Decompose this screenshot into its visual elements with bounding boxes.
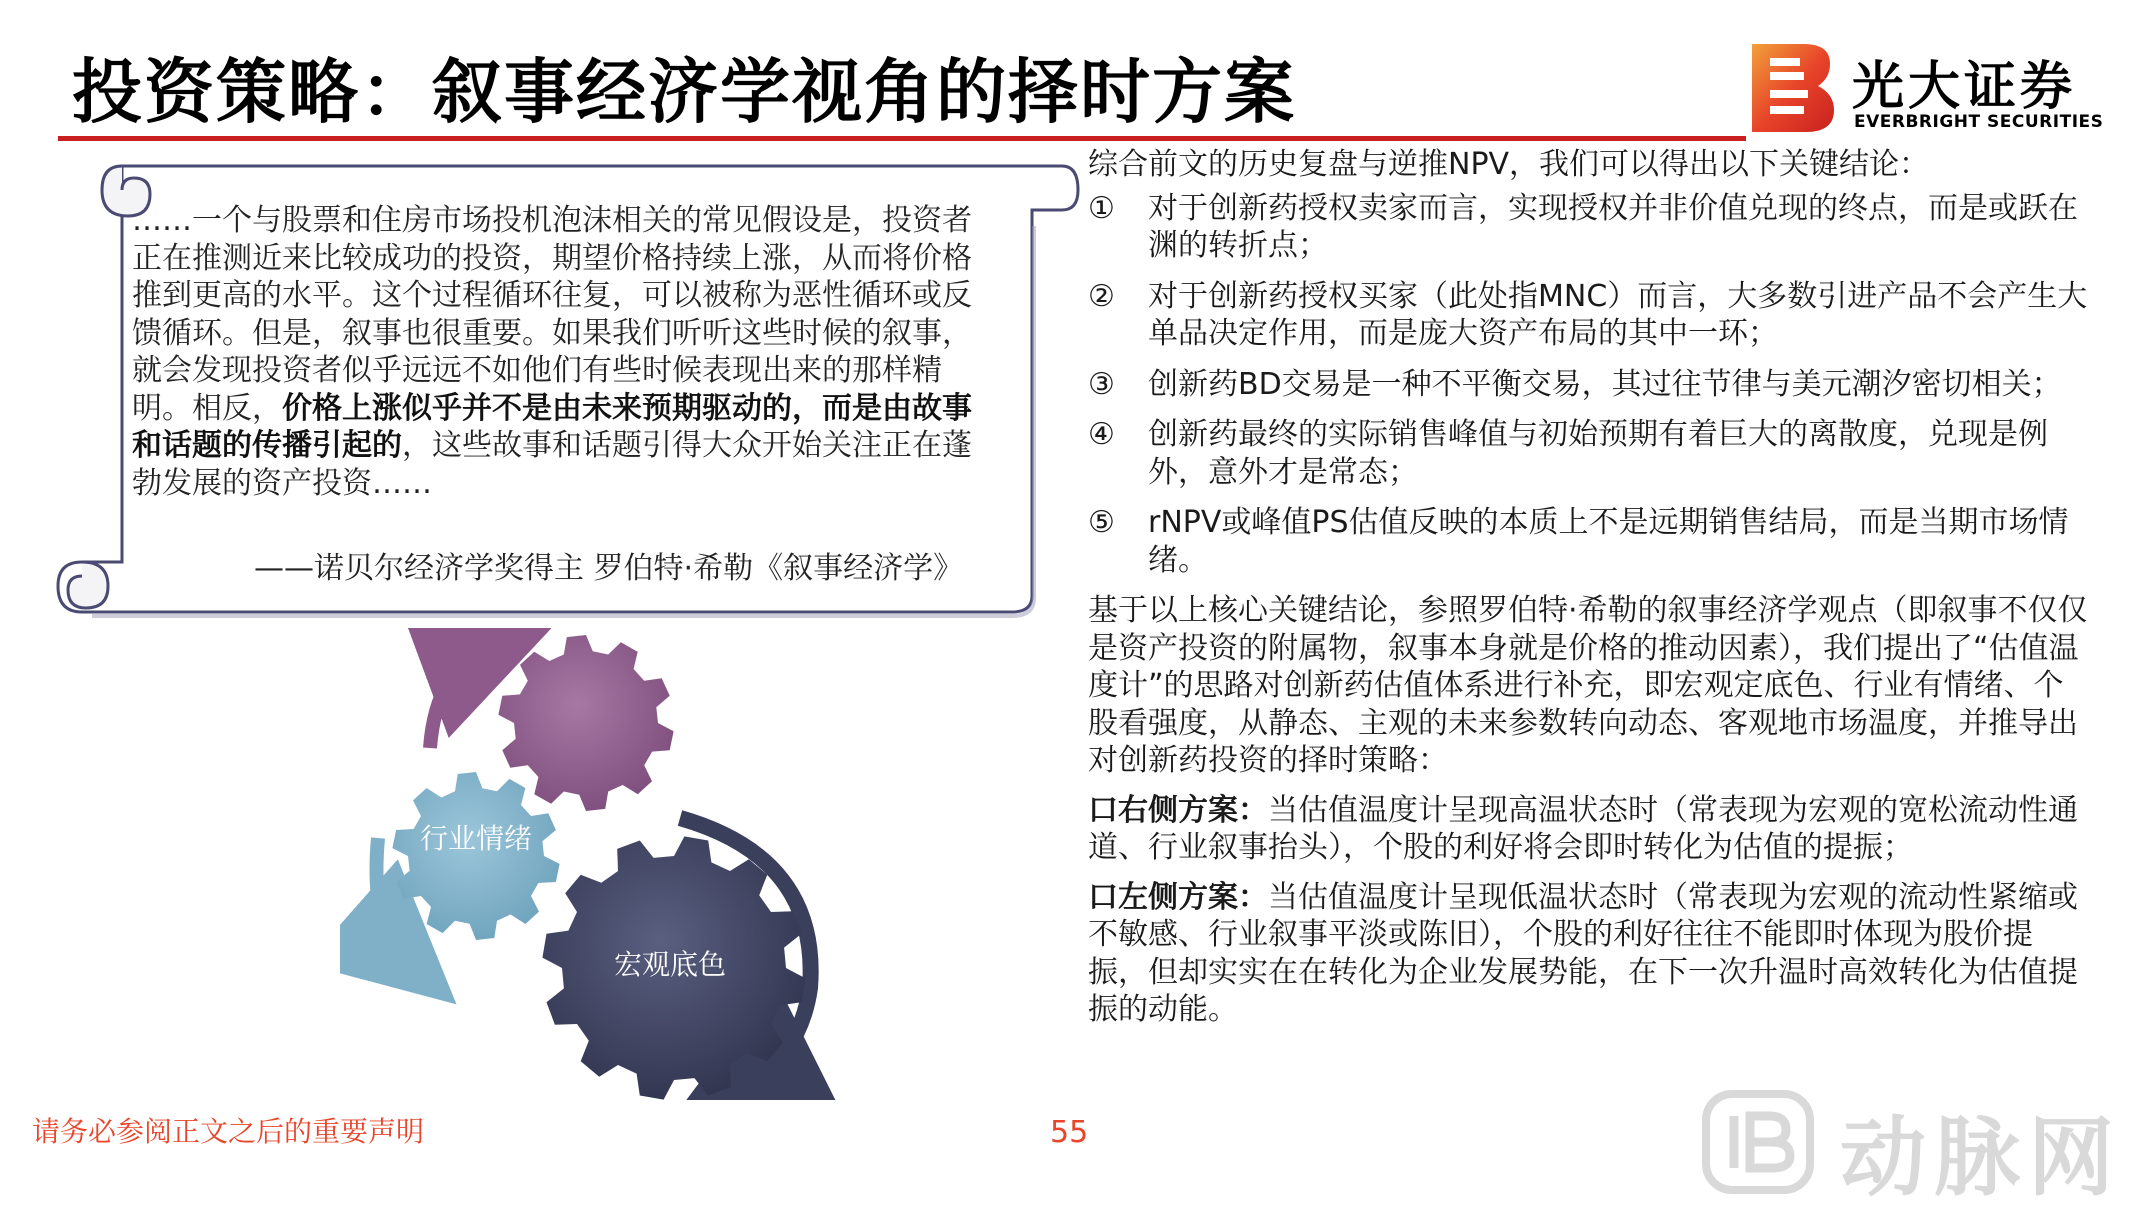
conclusion-item: ① 对于创新药授权卖家而言，实现授权并非价值兑现的终点，而是或跃在渊的转折点；	[1088, 190, 2078, 263]
brand-logo	[1748, 40, 2128, 140]
watermark-text: 动脉网	[1840, 1108, 2122, 1208]
conclusions-panel	[1088, 146, 2088, 1041]
conclusion-item: ③ 创新药BD交易是一种不平衡交易，其过往节律与美元潮汐密切相关；	[1088, 366, 2062, 402]
logo-chinese-name: 光大证券	[1852, 57, 2077, 117]
conclusion-item: ② 对于创新药授权买家（此处指MNC）而言，大多数引进产品不会产生大单品决定作用，而是庞大资产布局的其中一环；	[1088, 278, 2088, 351]
right-side-plan: 口右侧方案：当估值温度计呈现高温状态时（常表现为宏观的宽松流动性通道、行业叙事抬头），个股的利好将会即时转化为估值的提振；	[1088, 792, 2078, 865]
watermark	[1700, 1088, 2130, 1208]
conclusion-item: ⑤ rNPV或峰值PS估值反映的本质上不是远期销售结局，而是当期市场情绪。	[1088, 505, 2069, 578]
gear-label-stock-strength: 个股强度	[200, 676, 313, 709]
conclusions-intro: 综合前文的历史复盘与逆推NPV，我们可以得出以下关键结论：	[1088, 147, 1930, 182]
conclusion-item: ④ 创新药最终的实际销售峰值与初始预期有着巨大的离散度，兑现是例外，意外才是常态；	[1088, 417, 2048, 490]
title-divider	[58, 136, 1746, 141]
page-title: 投资策略：叙事经济学视角的择时方案	[72, 51, 1296, 133]
left-side-plan: 口左侧方案：当估值温度计呈现低温状态时（常表现为宏观的流动性紧缩或不敏感、行业叙事平淡或陈旧），个股的利好往往不能即时体现为股价提振，但却实实在在转化为企业发展势能，在下一次升温时高效转化为估值提振的动能。	[1088, 879, 2078, 1027]
quote-emphasis: 价格上涨似乎并不是由未来预期驱动的，而是由故事和话题的传播引起的	[132, 390, 972, 463]
gears-diagram	[340, 628, 860, 1100]
watermark-logo-icon	[1700, 1088, 1820, 1196]
gear-label-macro-base: 宏观底色	[613, 948, 726, 981]
page-number: 55	[1050, 1115, 1089, 1150]
gear-label-industry-sentiment: 行业情绪	[420, 822, 533, 855]
quote-text: ……一个与股票和住房市场投机泡沫相关的常见假设是，投资者正在推测近来比较成功的投资，期望价格持续上涨，从而将价格推到更高的水平。这个过程循环往复，可以被称为恶性循环或反馈循环。但是，叙事也很重要。如果我们听听这些时候的叙事，就会发现投资者似乎远远不如他们有些时候表现出来的那样精明。相反，价格上涨似乎并不是由未来预期驱动的，而是由故事和话题的传播引起的，这些故事和话题引得大众开始关注正在蓬勃发展的资产投资……	[132, 203, 972, 501]
quote-attribution: ——诺贝尔经济学奖得主 罗伯特·希勒《叙事经济学》	[254, 551, 964, 586]
everbright-logo-icon	[1748, 40, 1838, 136]
disclaimer-link[interactable]: 请务必参阅正文之后的重要声明	[32, 1115, 425, 1148]
gear-stock-strength	[498, 635, 673, 811]
logo-english-name: EVERBRIGHT SECURITIES	[1854, 112, 2104, 132]
strategy-paragraph: 基于以上核心关键结论，参照罗伯特·希勒的叙事经济学观点（即叙事不仅仅是资产投资的附属物，叙事本身就是价格的推动因素），我们提出了“估值温度计”的思路对创新药估值体系进行补充，即宏观定底色、行业有情绪、个股看强度，从静态、主观的未来参数转向动态、客观地市场温度，并推导出对创新药投资的择时策略：	[1088, 593, 2088, 778]
